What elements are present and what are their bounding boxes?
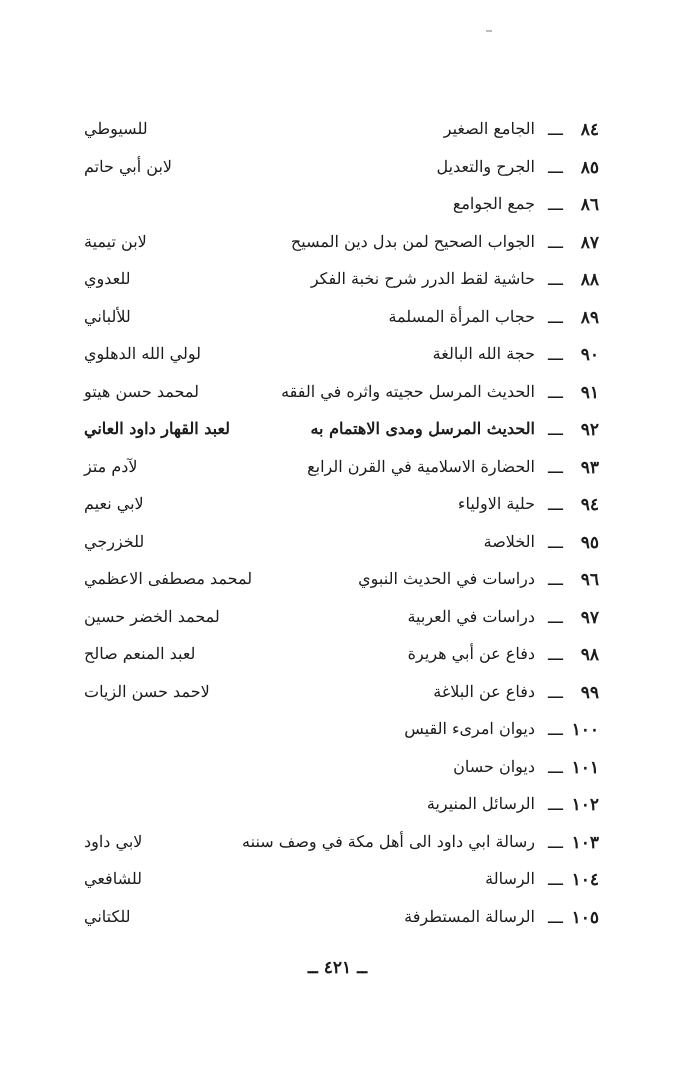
entry-author: للكتاني xyxy=(84,906,131,926)
list-item: ٩٨ ـــ دفاع عن أبي هريرة لعبد المنعم صالح xyxy=(84,644,599,665)
entry-author: لابي داود xyxy=(84,831,143,851)
list-item: ٨٤ ـــ الجامع الصغير للسيوطي xyxy=(84,119,599,140)
scan-speck xyxy=(486,30,492,32)
entry-title: الخلاصة xyxy=(483,531,535,551)
list-item: ١٠٤ ـــ الرسالة للشافعي xyxy=(84,869,599,890)
list-item: ٩٩ ـــ دفاع عن البلاغة لاحمد حسن الزيات xyxy=(84,681,599,703)
entry-title: الجرح والتعديل xyxy=(436,156,535,176)
entry-title: الحديث المرسل حجيته واثره في الفقه xyxy=(281,381,535,401)
list-item: ٨٦ ـــ جمع الجوامع xyxy=(452,194,599,215)
list-item: ٩١ ـــ الحديث المرسل حجيته واثره في الفقه لمحمد حسن هيتو xyxy=(84,381,599,403)
entry-number: ٨٤ xyxy=(580,120,599,140)
list-item: ٩٤ ـــ حلية الاولياء لابي نعيم xyxy=(84,494,599,515)
entry-title: جمع الجوامع xyxy=(452,194,535,213)
entry-title: دفاع عن أبي هريرة xyxy=(407,644,535,663)
entry-author: للخزرجي xyxy=(84,531,145,551)
entry-number: ١٠٥ xyxy=(571,907,599,928)
entry-author: للسيوطي xyxy=(84,119,148,138)
entry-number: ١٠٠ xyxy=(571,720,599,740)
entry-title: ديوان امرىء القيس xyxy=(404,719,535,738)
entry-author: لابن أبي حاتم xyxy=(84,156,173,176)
entry-title: حجة الله البالغة xyxy=(432,344,535,363)
entry-number: ٩٨ xyxy=(580,645,599,665)
entry-number: ٨٩ xyxy=(580,307,599,328)
entry-number: ١٠١ xyxy=(571,757,599,778)
list-item: ١٠٥ ـــ الرسالة المستطرفة للكتاني xyxy=(84,906,599,928)
entry-number: ٨٧ xyxy=(580,232,599,253)
list-item: ٩٥ ـــ الخلاصة للخزرجي xyxy=(84,531,599,553)
list-item: ٩٣ ـــ الحضارة الاسلامية في القرن الرابع لآدم متز xyxy=(84,456,599,478)
entry-author: لعبد المنعم صالح xyxy=(84,644,196,663)
bibliography-list xyxy=(0,114,675,939)
list-item: ٩٢ ـــ الحديث المرسل ومدى الاهتمام به لعبد القهار داود العاني xyxy=(84,419,599,440)
entry-author: لابن تيمية xyxy=(84,231,147,251)
entry-title: حلية الاولياء xyxy=(457,494,535,513)
entry-author: لمحمد الخضر حسين xyxy=(84,606,220,626)
entry-author: لاحمد حسن الزيات xyxy=(84,681,210,701)
entry-number: ٩٦ xyxy=(580,570,599,590)
entry-author: لمحمد مصطفى الاعظمي xyxy=(84,569,253,588)
entry-title: الحديث المرسل ومدى الاهتمام به xyxy=(310,419,535,438)
entry-title: حجاب المرأة المسلمة xyxy=(388,306,535,326)
entry-title: الجامع الصغير xyxy=(443,119,535,138)
list-item: ١٠٣ ـــ رسالة ابي داود الى أهل مكة في وصف سننه لابي داود xyxy=(84,831,599,853)
list-item: ٨٩ ـــ حجاب المرأة المسلمة للألباني xyxy=(84,306,599,328)
entry-title: الرسائل المنيرية xyxy=(426,794,535,813)
entry-author: للعدوي xyxy=(84,269,131,288)
list-item: ٩٦ ـــ دراسات في الحديث النبوي لمحمد مصطفى الاعظمي xyxy=(84,569,599,590)
entry-author: للشافعي xyxy=(84,869,143,888)
list-item: ١٠٢ ـــ الرسائل المنيرية xyxy=(426,794,599,815)
list-item: ٨٧ ـــ الجواب الصحيح لمن بدل دين المسيح لابن تيمية xyxy=(84,231,599,253)
list-item: ٨٥ ـــ الجرح والتعديل لابن أبي حاتم xyxy=(84,156,599,178)
list-item: ١٠١ ـــ ديوان حسان xyxy=(453,756,599,778)
entry-number: ٨٥ xyxy=(580,157,599,178)
entry-number: ٨٦ xyxy=(580,195,599,215)
entry-title: الحضارة الاسلامية في القرن الرابع xyxy=(307,456,535,476)
entry-number: ٨٨ xyxy=(580,270,599,290)
entry-title: ديوان حسان xyxy=(453,756,535,776)
entry-title: رسالة ابي داود الى أهل مكة في وصف سننه xyxy=(242,831,535,851)
entry-number: ٩٥ xyxy=(580,532,599,553)
entry-number: ١٠٣ xyxy=(571,832,599,853)
entry-title: حاشية لقط الدرر شرح نخبة الفكر xyxy=(310,269,535,288)
list-item: ٩٧ ـــ دراسات في العربية لمحمد الخضر حسين xyxy=(84,606,599,628)
entry-number: ٩٣ xyxy=(580,457,599,478)
entry-author: لمحمد حسن هيتو xyxy=(84,381,199,401)
entry-number: ٩٩ xyxy=(580,682,599,703)
list-item: ٩٠ ـــ حجة الله البالغة لولي الله الدهلوي xyxy=(84,344,599,365)
entry-title: الجواب الصحيح لمن بدل دين المسيح xyxy=(290,231,535,251)
entry-number: ٩١ xyxy=(580,382,599,403)
entry-number: ١٠٤ xyxy=(571,870,599,890)
list-item: ١٠٠ ـــ ديوان امرىء القيس xyxy=(404,719,599,740)
entry-author: لابي نعيم xyxy=(84,494,144,513)
entry-author: لولي الله الدهلوي xyxy=(84,344,201,363)
entry-number: ١٠٢ xyxy=(571,795,599,815)
entry-title: الرسالة xyxy=(485,869,535,888)
entry-title: دراسات في العربية xyxy=(407,606,535,626)
entry-author: لآدم متز xyxy=(84,456,138,476)
entry-number: ٩٧ xyxy=(580,607,599,628)
list-item: ٨٨ ـــ حاشية لقط الدرر شرح نخبة الفكر للعدوي xyxy=(84,269,599,290)
page-number: ــ ٤٢١ ــ xyxy=(307,958,368,978)
entry-title: الرسالة المستطرفة xyxy=(404,906,535,926)
entry-number: ٩٢ xyxy=(580,420,599,440)
entry-number: ٩٤ xyxy=(580,495,599,515)
entry-author: لعبد القهار داود العاني xyxy=(84,419,231,438)
entry-author: للألباني xyxy=(84,306,131,326)
page-number-value: ٤٢١ xyxy=(323,958,352,978)
entry-title: دراسات في الحديث النبوي xyxy=(358,569,535,588)
entry-number: ٩٠ xyxy=(580,345,599,365)
entry-title: دفاع عن البلاغة xyxy=(433,681,535,701)
